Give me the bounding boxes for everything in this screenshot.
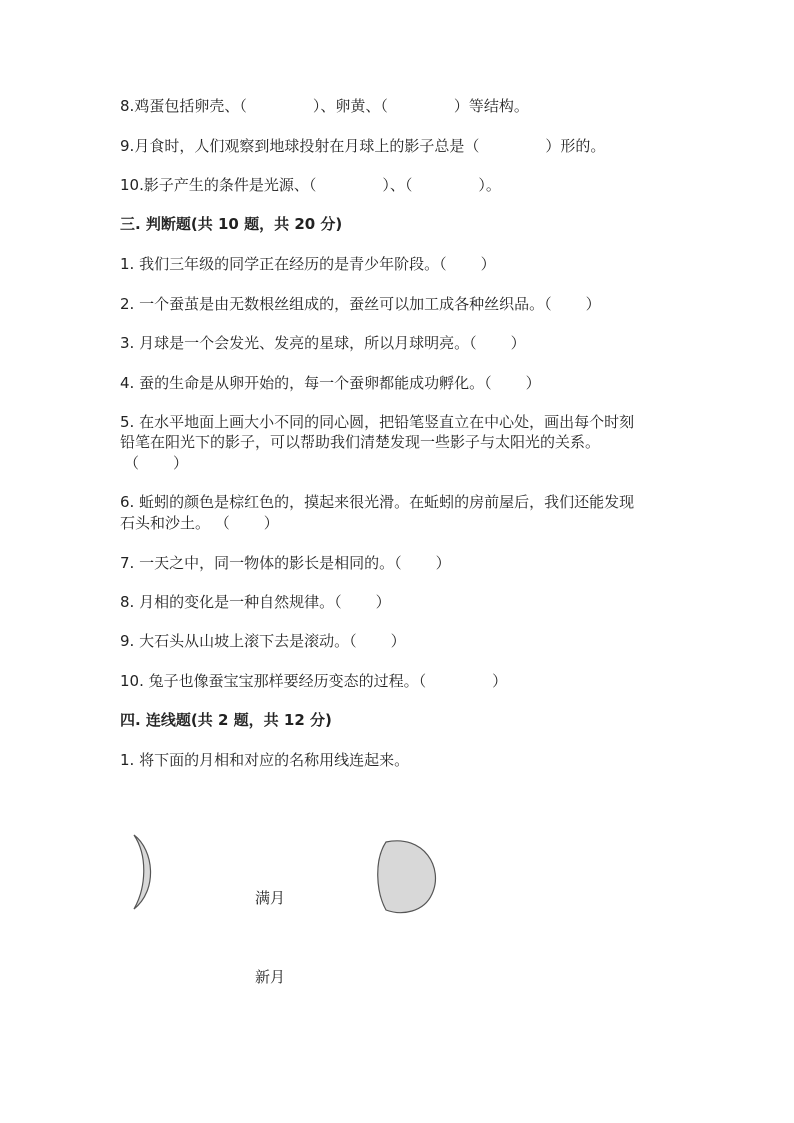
question-text: ） bbox=[435, 554, 451, 572]
label-full-moon[interactable]: 满月 bbox=[255, 889, 286, 907]
question-text: ）等结构。 bbox=[453, 97, 529, 115]
label-new-moon[interactable]: 新月 bbox=[255, 968, 286, 986]
judgment-question-5-line-1: 5. 在水平地面上画大小不同的同心圆，把铅笔竖直立在中心处，画出每个时刻 bbox=[120, 413, 635, 431]
fill-in-question-9 bbox=[120, 136, 605, 156]
judgment-question-6-line-1: 6. 蚯蚓的颜色是棕红色的，摸起来很光滑。在蚯蚓的房前屋后，我们还能发现 bbox=[120, 493, 635, 511]
question-text: 2. 一个蚕茧是由无数根丝组成的，蚕丝可以加工成各种丝织品。（ bbox=[120, 295, 552, 313]
judgment-question-8 bbox=[120, 592, 391, 612]
section-3-title: 三. 判断题(共 10 题，共 20 分) bbox=[120, 215, 343, 233]
question-text: ） bbox=[263, 514, 279, 532]
question-text: 8. 月相的变化是一种自然规律。（ bbox=[120, 593, 342, 611]
question-text: ）形的。 bbox=[545, 137, 606, 155]
full-moon-image[interactable] bbox=[372, 838, 438, 916]
question-number: 8. bbox=[120, 97, 135, 115]
section-4-title: 四. 连线题(共 2 题，共 12 分) bbox=[120, 711, 332, 729]
question-text: 鸡蛋包括卵壳、（ bbox=[134, 97, 247, 115]
judgment-question-6-line-2 bbox=[120, 513, 279, 533]
matching-question-1: 1. 将下面的月相和对应的名称用线连起来。 bbox=[120, 751, 410, 769]
question-text: 4. 蚕的生命是从卵开始的，每一个蚕卵都能成功孵化。（ bbox=[120, 374, 492, 392]
question-text: ） bbox=[492, 672, 508, 690]
judgment-question-7 bbox=[120, 553, 451, 573]
question-text: ）。 bbox=[478, 176, 501, 194]
question-number: 10. bbox=[120, 176, 144, 194]
question-text: （ bbox=[124, 454, 140, 472]
question-text: 9. 大石头从山坡上滚下去是滚动。（ bbox=[120, 632, 357, 650]
question-text: 月食时，人们观察到地球投射在月球上的影子总是（ bbox=[134, 137, 480, 155]
question-text: 10. 兔子也像蚕宝宝那样要经历变态的过程。（ bbox=[120, 672, 427, 690]
question-text: 1. 我们三年级的同学正在经历的是青少年阶段。（ bbox=[120, 255, 447, 273]
fill-in-question-10 bbox=[120, 175, 501, 195]
crescent-moon-image[interactable] bbox=[128, 832, 160, 912]
question-number: 9. bbox=[120, 137, 135, 155]
judgment-question-5-line-2: 铅笔在阳光下的影子，可以帮助我们清楚发现一些影子与太阳光的关系。 bbox=[120, 433, 601, 451]
question-text: ） bbox=[510, 334, 526, 352]
fill-in-question-8 bbox=[120, 96, 529, 116]
question-text: ）、（ bbox=[382, 176, 413, 194]
question-text: 影子产生的条件是光源、（ bbox=[143, 176, 317, 194]
question-text: 石头和沙土。 （ bbox=[120, 514, 230, 532]
judgment-question-1 bbox=[120, 254, 496, 274]
judgment-question-9 bbox=[120, 631, 406, 651]
question-text: ） bbox=[390, 632, 406, 650]
judgment-question-2 bbox=[120, 294, 601, 314]
question-text: ） bbox=[375, 593, 391, 611]
question-text: 7. 一天之中，同一物体的影长是相同的。（ bbox=[120, 554, 402, 572]
question-text: 3. 月球是一个会发光、发亮的星球，所以月球明亮。（ bbox=[120, 334, 477, 352]
question-text: ） bbox=[480, 255, 496, 273]
judgment-question-3 bbox=[120, 333, 526, 353]
judgment-question-4 bbox=[120, 373, 541, 393]
judgment-question-10 bbox=[120, 671, 507, 691]
question-text: ） bbox=[173, 454, 189, 472]
question-text: ） bbox=[585, 295, 601, 313]
judgment-question-5-line-3 bbox=[124, 453, 188, 473]
question-text: ）、卵黄、（ bbox=[312, 97, 388, 115]
question-text: ） bbox=[525, 374, 541, 392]
